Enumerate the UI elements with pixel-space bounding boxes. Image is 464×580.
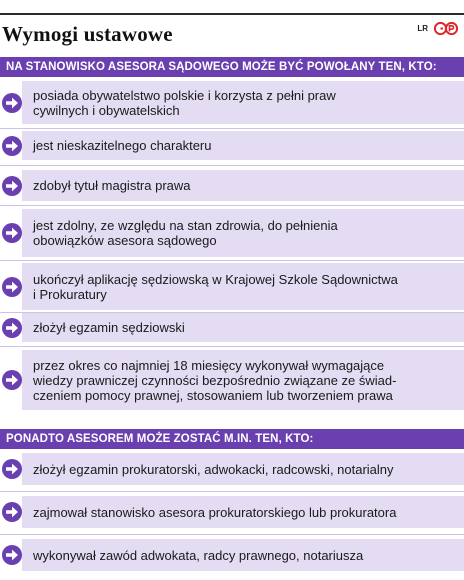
brand-code: LR (417, 24, 428, 33)
list-item (0, 350, 464, 410)
list-item (0, 313, 464, 342)
divider (0, 346, 464, 347)
divider (0, 165, 464, 166)
item-line: obowiązków asesora sądowego (33, 233, 217, 248)
item-line: wiedzy prawniczej czynności bezpośrednio związane ze świad- (33, 372, 397, 388)
divider (0, 534, 464, 535)
item-line: wykonywał zawód adwokata, radcy prawnego, notariusza (33, 547, 364, 563)
item-text (22, 496, 464, 528)
item-line: złożył egzamin sędziowski (33, 320, 185, 335)
arrow-right-icon (1, 317, 23, 339)
list-item (0, 496, 464, 528)
list-item (0, 209, 464, 257)
arrow-right-icon (1, 135, 23, 157)
item-text (22, 209, 464, 257)
item-line: ukończył aplikację sędziowską w Krajowej Szkole Sądownictwa (33, 271, 398, 287)
arrow-right-icon (1, 458, 23, 480)
arrow-right-icon (1, 175, 23, 197)
divider (0, 128, 464, 129)
item-line: czeniem pomocy prawnej, stosowaniem lub tworzeniem prawa (33, 387, 393, 403)
page-title: Wymogi ustawowe (2, 22, 173, 46)
item-text (22, 170, 464, 201)
top-divider (0, 13, 464, 15)
item-line: przez okres co najmniej 18 miesięcy wykonywał wymagające (33, 357, 385, 373)
gp-logo-icon (434, 22, 458, 35)
item-line: posiada obywatelstwo polskie i korzysta z pełni praw (33, 87, 336, 103)
arrow-right-icon (1, 222, 23, 244)
item-text (22, 453, 464, 485)
list-item (0, 170, 464, 201)
item-text (22, 263, 464, 310)
item-text (22, 539, 464, 571)
divider (0, 491, 464, 492)
brand-mark (417, 22, 458, 35)
arrow-right-icon (1, 276, 23, 298)
section-header: PONADTO ASESOREM MOŻE ZOSTAĆ M.IN. TEN, KTO: (0, 429, 464, 449)
item-text (22, 131, 464, 160)
item-line: jest nieskazitelnego charakteru (33, 138, 212, 153)
divider (0, 205, 464, 206)
item-line: jest zdolny, ze względu na stan zdrowia, do pełnienia (33, 218, 338, 233)
arrow-right-icon (1, 501, 23, 523)
item-line: cywilnych i obywatelskich (33, 102, 180, 118)
item-text (22, 313, 464, 342)
list-item (0, 539, 464, 571)
list-item (0, 81, 464, 124)
arrow-right-icon (1, 92, 23, 114)
item-line: zajmował stanowisko asesora prokuratorskiego lub prokuratora (33, 504, 397, 520)
list-item (0, 263, 464, 310)
item-line: zdobył tytuł magistra prawa (33, 178, 191, 193)
item-text (22, 81, 464, 124)
arrow-right-icon (1, 544, 23, 566)
item-text (22, 350, 464, 410)
list-item (0, 131, 464, 160)
item-line: złożył egzamin prokuratorski, adwokacki, radcowski, notarialny (33, 461, 394, 477)
arrow-right-icon (1, 369, 23, 391)
section-header: NA STANOWISKO ASESORA SĄDOWEGO MOŻE BYĆ POWOŁANY TEN, KTO: (0, 57, 464, 77)
list-item (0, 453, 464, 485)
divider (0, 260, 464, 261)
item-line: i Prokuratury (33, 286, 107, 302)
